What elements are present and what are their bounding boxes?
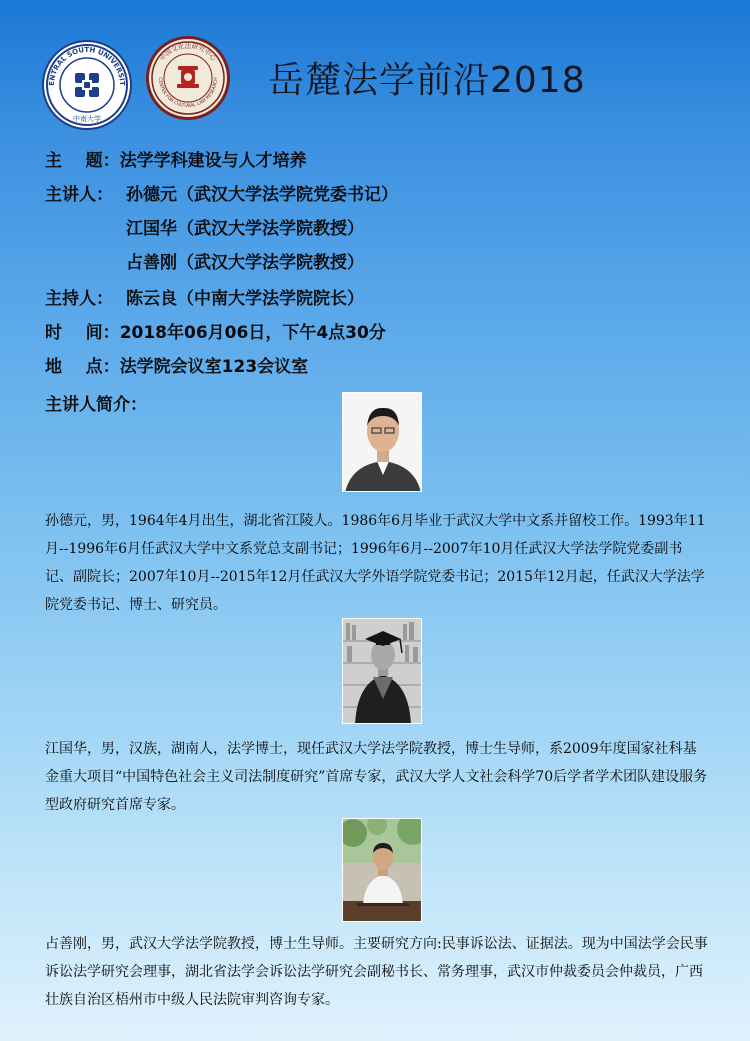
logo-right-name: CENTER FOR CULTURAL LAW RESEARCH: [156, 77, 220, 110]
speaker-3: 占善刚（武汉大学法学院教授）: [126, 253, 364, 273]
place-label: 地 点：: [45, 357, 120, 377]
university-emblem-icon: [44, 42, 130, 128]
topic-label: 主 题：: [45, 151, 120, 171]
speaker-intro-heading: 主讲人简介：: [45, 395, 147, 415]
speaker-1-photo: [342, 392, 422, 492]
logo-left-chinese: 中南大学: [73, 115, 101, 123]
speaker-1-bio: 孙德元，男，1964年4月出生，湖北省江陵人。1986年6月毕业于武汉大学中文系并留校工作。1993年11月--1996年6月任武汉大学中文系党总支副书记；1996年6月--2007年10月任武汉大学法学院党委副书记、副院长；2007年10月--2015年12月任武汉大学外语学院党委书记；2015年12月起，任武汉大学法学院党委书记、博士、研究员。: [45, 513, 706, 613]
time-row: [45, 318, 386, 343]
place-row: [45, 352, 308, 377]
speaker-2-bio: 江国华，男，汉族，湖南人，法学博士，现任武汉大学法学院教授，博士生导师，系2009年度国家社科基金重大项目“中国特色社会主义司法制度研究”首席专家，武汉大学人文社会科学70后学者学术团队建设服务型政府研究首席专家。: [45, 741, 708, 813]
time-value: 2018年06月06日，下午4点30分: [119, 323, 386, 343]
topic-value: 法学学科建设与人才培养: [119, 151, 307, 171]
speaker-3-bio: 占善刚，男，武汉大学法学院教授，博士生导师。主要研究方向:民事诉讼法、证据法。现为中国法学会民事诉讼法学研究会理事，湖北省法学会诉讼法学研究会副秘书长、常务理事，武汉市仲裁委员会仲裁员，广西壮族自治区梧州市中级人民法院审判咨询专家。: [45, 936, 708, 1008]
center-seal-icon: [149, 39, 227, 117]
central-south-university-logo: [42, 40, 132, 130]
event-title: 岳麓法学前沿2018: [268, 60, 586, 101]
logo-right-chinese: 中国文化法研究中心: [158, 42, 218, 63]
speaker-2: 江国华（武汉大学法学院教授）: [126, 219, 364, 239]
topic-row: [45, 146, 307, 171]
cultural-law-center-logo: [146, 36, 230, 120]
host-value: 陈云良（中南大学法学院院长）: [126, 289, 364, 309]
speaker-1: 孙德元（武汉大学法学院党委书记）: [126, 185, 398, 205]
speaker-3-photo: [342, 818, 422, 922]
host-label: 主持人：: [45, 289, 113, 309]
logo-left-name: ENTRAL SOUTH UNIVERSIT: [47, 45, 127, 86]
speaker-2-photo: [342, 618, 422, 724]
place-value: 法学院会议室123会议室: [119, 357, 309, 377]
speakers-label: 主讲人：: [45, 185, 113, 205]
time-label: 时 间：: [45, 323, 120, 343]
host-row: [45, 284, 364, 309]
speakers-row: [45, 180, 398, 205]
